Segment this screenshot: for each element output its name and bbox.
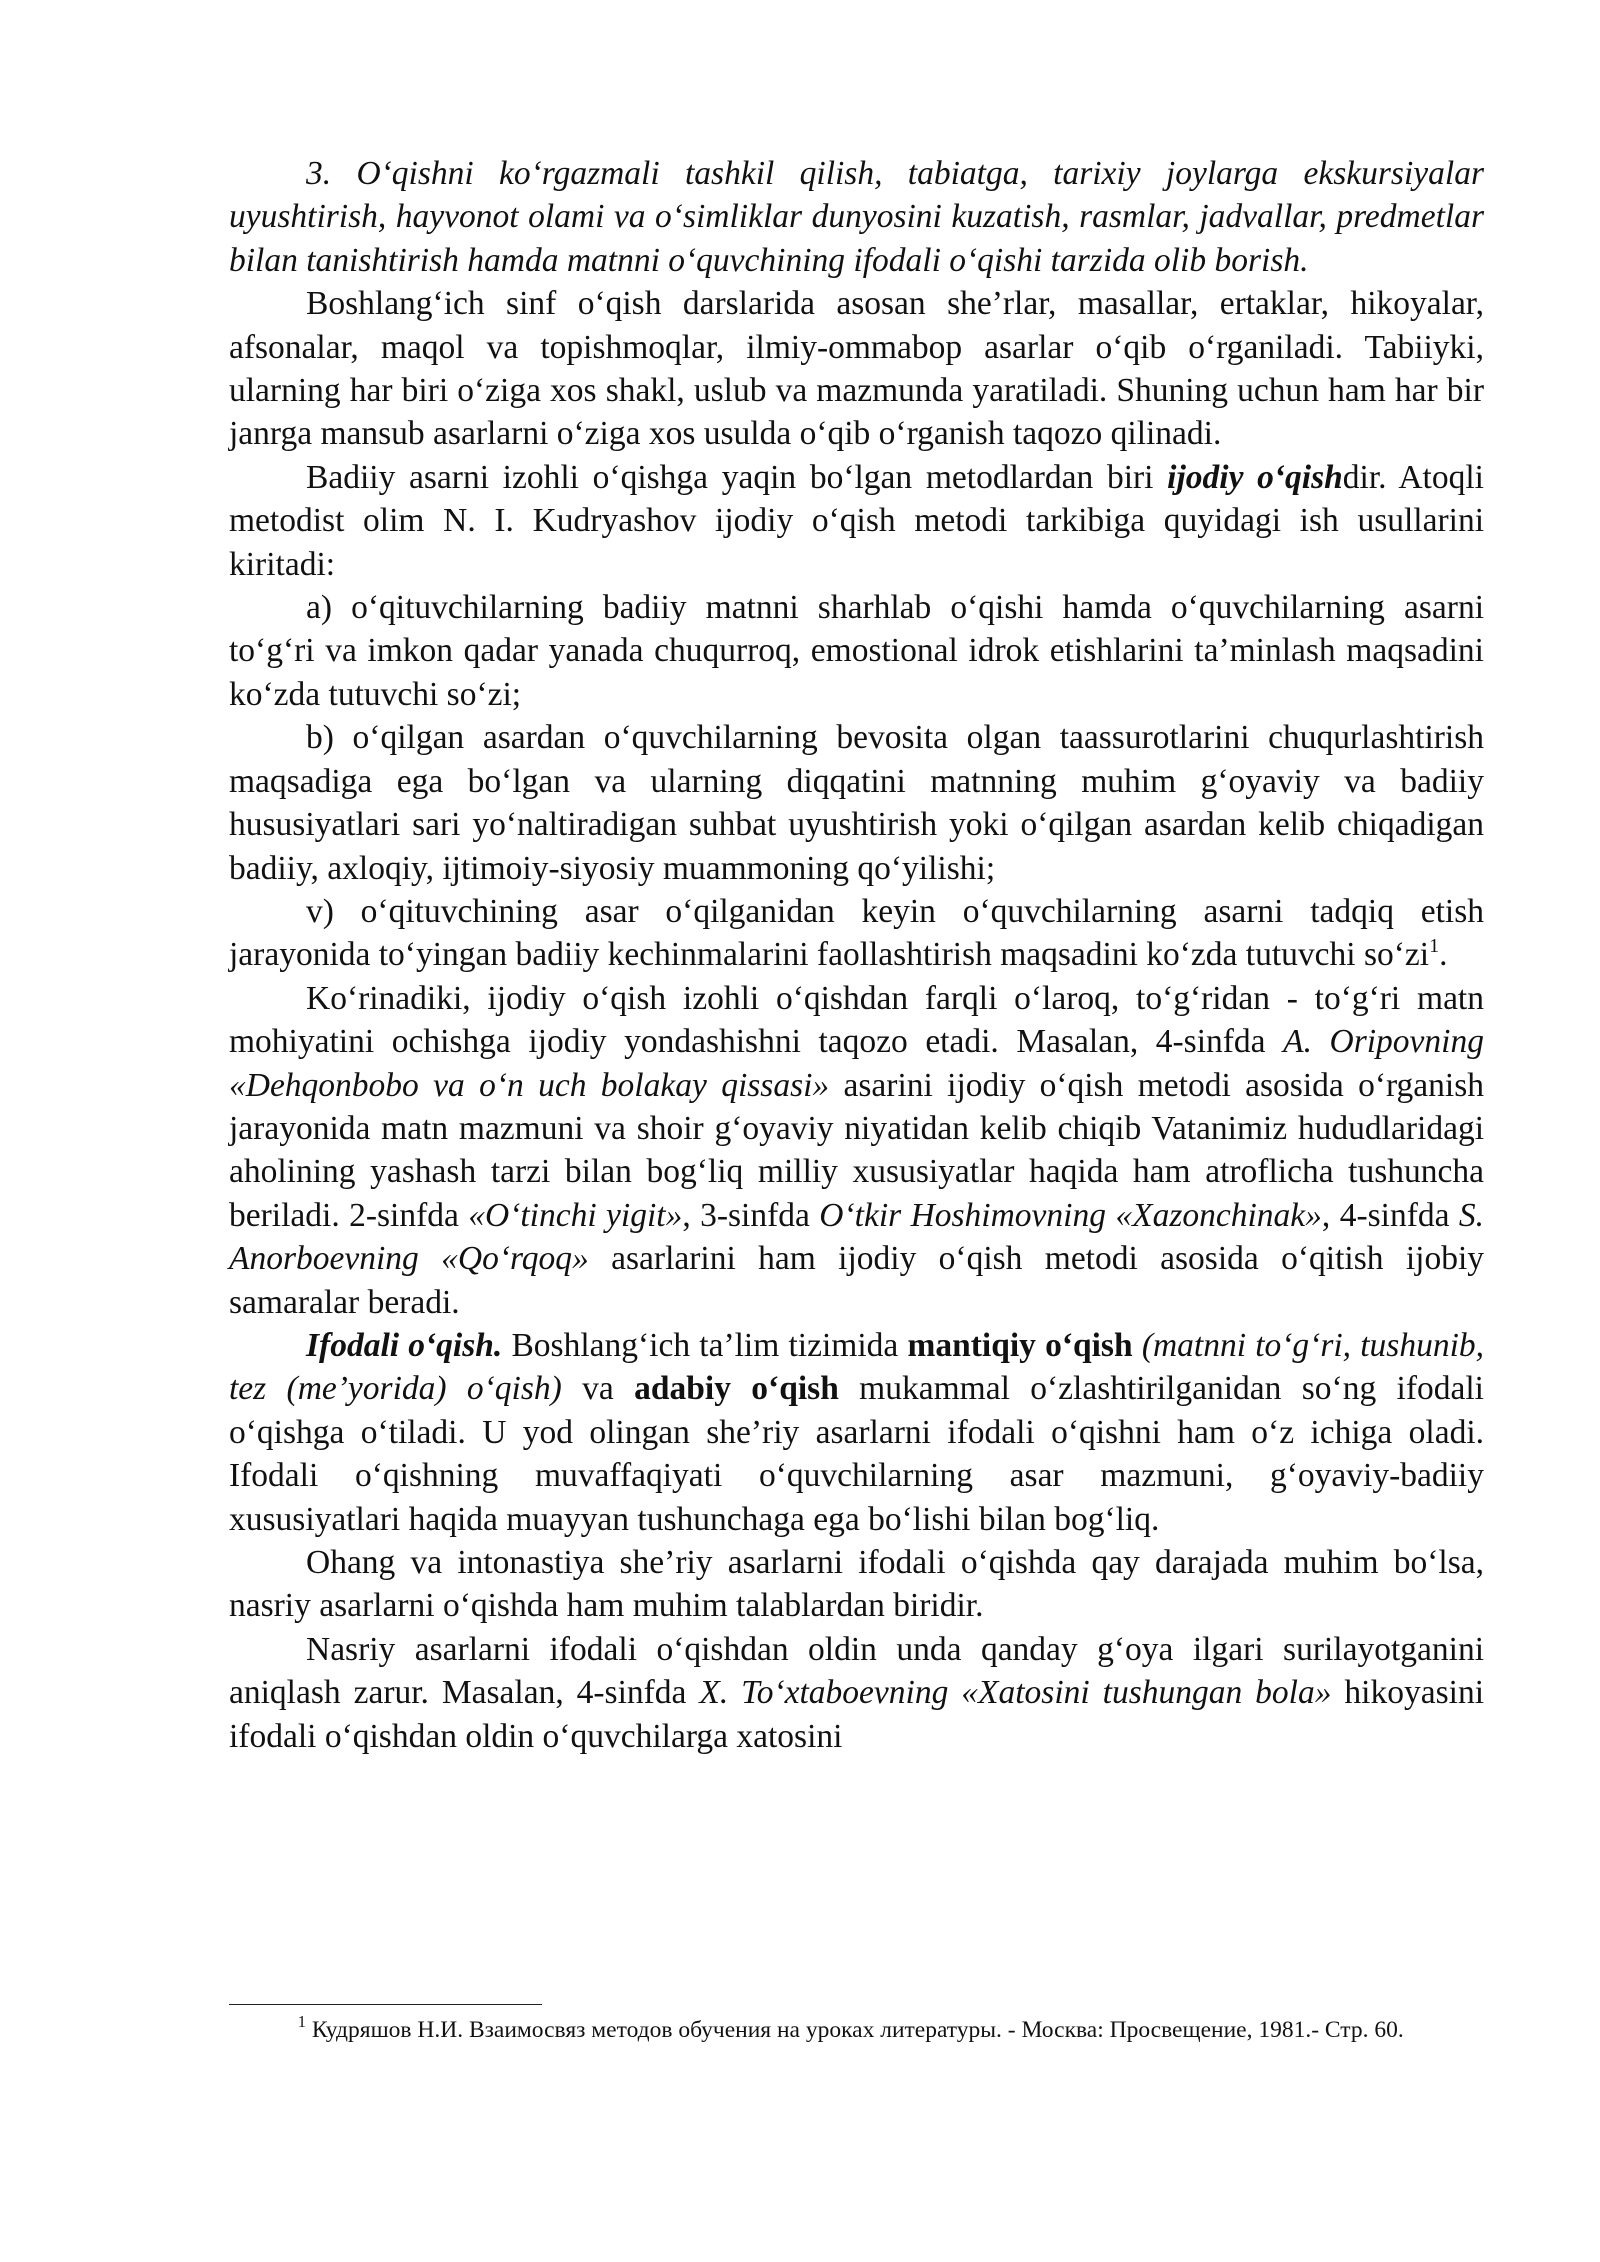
main-text bbox=[229, 152, 1484, 1758]
paragraph-intonation: Ohang va intonastiya she’riy asarlarni ifodali o‘qishda qay darajada muhim bo‘lsa, nasriy asarlarni o‘qishda ham muhim talablardan biridir. bbox=[229, 1544, 1484, 1625]
footnote-marker bbox=[229, 2014, 306, 2046]
paragraph-creative-reading bbox=[229, 456, 1484, 586]
paragraph-item-3 bbox=[229, 152, 1484, 282]
work-title: «O‘tinchi yigit» bbox=[468, 1196, 683, 1234]
text-run: Ko‘rinadiki, ijodiy o‘qish izohli o‘qishdan farqli o‘laroq, to‘g‘ridan - to‘g‘ri matn mohiyatini ochishga ijodiy yondashishni taqozo etadi. Masalan, 4-sinfda bbox=[229, 979, 1484, 1061]
text-run: asarlarini ham ijodiy o‘qish metodi asosida o‘qitish ijobiy samaralar beradi. bbox=[229, 1240, 1484, 1321]
list-item-b: b) o‘qilgan asardan o‘quvchilarning bevosita olgan taassurotlarini chuqurlashtirish maqsadiga ega bo‘lgan va ularning diqqatini matnning muhim g‘oyaviy va badiiy hususiyatlari sari yo‘naltiradigan suhbat uyushtirish yoki o‘qilgan asardan kelib chiqadigan badiiy, axloqiy, ijtimoiy-siyosiy muammoning qo‘yilishi; bbox=[229, 719, 1484, 887]
list-item-v bbox=[229, 890, 1484, 977]
text-run: hikoyasini ifodali o‘qishdan oldin o‘quvchilarga xatosini bbox=[229, 1674, 1485, 1755]
term-logical-reading: mantiqiy o‘qish bbox=[907, 1326, 1133, 1364]
text-run: va bbox=[561, 1370, 635, 1408]
footnote-text: Кудряшов Н.И. Взаимосвяз методов обучения на уроках литературы. - Москва: Просвещение, 1981.- Стр. 60. bbox=[306, 2017, 1404, 2043]
list-item-a: a) o‘qituvchilarning badiiy matnni sharhlab o‘qishi hamda o‘quvchilarning asarni to‘g‘ri va imkon qadar yanada chuqurroq, emostional idrok etishlarini ta’minlash maqsadini ko‘zda tutuvchi so‘zi; bbox=[229, 589, 1484, 713]
work-title: X. To‘xtaboevning «Xatosini tushungan bola» bbox=[699, 1674, 1332, 1712]
work-title: S. Anorboevning «Qo‘rqoq» bbox=[229, 1196, 1484, 1278]
footnote-number: 1 bbox=[297, 2012, 306, 2032]
section-term: Ifodali o‘qish. bbox=[306, 1326, 503, 1364]
text-run: dir. Atoqli metodist olim N. I. Kudryashov ijodiy o‘qish metodi tarkibiga quyidagi ish usullarini kiritadi: bbox=[229, 458, 1484, 583]
text-run bbox=[1133, 1327, 1142, 1364]
paragraph-examples bbox=[229, 977, 1484, 1324]
footnote-separator bbox=[229, 2004, 542, 2005]
text-run: mukammal o‘zlashtirilganidan so‘ng ifodali o‘qishga o‘tiladi. U yod olingan she’riy asarlarni ifodali o‘qishni ham o‘z ichiga oladi. Ifodali o‘qishning muvaffaqiyati o‘quvchilarning asar mazmuni, g‘oyaviy-badiiy xususiyatlari haqida muayyan tushunchaga ega bo‘lishi bilan bog‘liq. bbox=[229, 1370, 1484, 1538]
paragraph-text: 3. O‘qishni ko‘rgazmali tashkil qilish, tabiatga, tarixiy joylarga ekskursiyalar uyushtirish, hayvonot olami va o‘simliklar dunyosini kuzatish, rasmlar, jadvallar, predmetlar bilan tanishtirish hamda matnni o‘quvchining ifodali o‘qishi tarzida olib borish. bbox=[229, 155, 1484, 279]
text-run: Boshlang‘ich ta’lim tizimida bbox=[502, 1326, 908, 1364]
work-title: O‘tkir Hoshimovning «Xazonchinak» bbox=[819, 1196, 1322, 1234]
text-run: . bbox=[1439, 936, 1448, 974]
footnote bbox=[229, 2014, 1484, 2046]
text-run: asarini ijodiy o‘qish metodi asosida o‘rganish jarayonida matn mazmuni va shoir g‘oyaviy niyatidan kelib chiqib Vatanimiz hududlaridagi aholining yashash tarzi bilan bog‘liq milliy xususiyatlar haqida ham atroflicha tushuncha beriladi. 2-sinfda bbox=[229, 1066, 1484, 1234]
text-run-italic: (matnni to‘g‘ri, tushunib, tez (me’yorida) o‘qish) bbox=[229, 1326, 1485, 1408]
paragraph-expressive-reading bbox=[229, 1324, 1484, 1541]
paragraph-reading-genres: Boshlang‘ich sinf o‘qish darslarida asosan she’rlar, masallar, ertaklar, hikoyalar, afsonalar, maqol va topishmoqlar, ilmiy-ommabop asarlar o‘qib o‘rganiladi. Tabiiyki, ularning har biri o‘ziga xos shakl, uslub va mazmunda yaratiladi. Shuning uchun ham har bir janrga mansub asarlarni o‘ziga xos usulda o‘qib o‘rganish taqozo qilinadi. bbox=[229, 285, 1484, 453]
work-title: A. Oripovning «Dehqonbobo va o‘n uch bolakay qissasi» bbox=[229, 1023, 1484, 1104]
text-run: Nasriy asarlarni ifodali o‘qishdan oldin unda qanday g‘oya ilgari surilayotganini aniqlash zarur. Masalan, 4-sinfda bbox=[229, 1630, 1484, 1712]
term-literary-reading: adabiy o‘qish bbox=[634, 1370, 839, 1408]
text-run: v) o‘qituvchining asar o‘qilganidan keyin o‘quvchilarning asarni tadqiq etish jarayonida to‘yingan badiiy kechinmalarini faollashtirish maqsadini ko‘zda tutuvchi so‘zi bbox=[229, 892, 1484, 974]
paragraph-prose-reading bbox=[229, 1628, 1484, 1758]
footnote-ref[interactable]: 1 bbox=[1429, 935, 1440, 958]
text-run: , 4-sinfda bbox=[1321, 1196, 1459, 1234]
text-run: Badiiy asarni izohli o‘qishga yaqin bo‘lgan metodlardan biri bbox=[306, 458, 1168, 496]
term-creative-reading: ijodiy o‘qish bbox=[1167, 458, 1343, 496]
text-run: , 3-sinfda bbox=[682, 1196, 820, 1234]
